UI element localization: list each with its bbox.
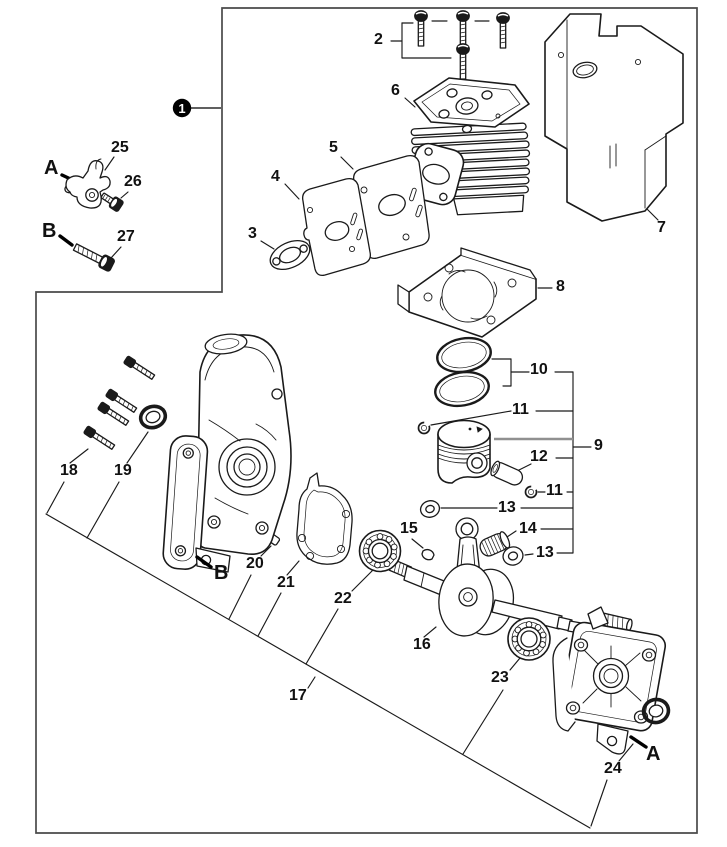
callout-14: 14 [519, 520, 537, 537]
callout-11-lower: 11 [546, 482, 563, 499]
part-27-bolt [60, 236, 121, 272]
callout-13-upper: 13 [498, 499, 516, 516]
part-8-plate [398, 248, 552, 337]
screw [457, 44, 470, 80]
callout-2: 2 [374, 31, 383, 48]
callout-9: 9 [594, 437, 603, 454]
callout-24: 24 [604, 760, 622, 777]
callout-6: 6 [391, 82, 400, 99]
view-label-a-bottom: A [646, 743, 661, 765]
screw [457, 11, 470, 47]
callout-23: 23 [491, 669, 509, 686]
callout-7: 7 [657, 219, 666, 236]
part-15-key [412, 539, 434, 560]
callout-11-upper: 11 [512, 401, 529, 418]
callout-22: 22 [334, 590, 352, 607]
part-3-gasket [261, 235, 314, 275]
view-label-b-bottom: B [214, 562, 229, 584]
callout-20: 20 [246, 555, 264, 572]
part-crankcase-half-inner [162, 332, 291, 572]
callout-27: 27 [117, 228, 135, 245]
part-13-washer-upper [419, 499, 573, 520]
callout-21: 21 [277, 574, 295, 591]
callout-18: 18 [60, 462, 78, 479]
callout-5: 5 [329, 139, 338, 156]
callout-19: 19 [114, 462, 132, 479]
view-label-b-top: B [42, 220, 57, 242]
screw [497, 13, 510, 49]
callout-3: 3 [248, 225, 257, 242]
ref-bubble-number: 1 [178, 101, 186, 116]
callout-25: 25 [111, 139, 129, 156]
callout-12: 12 [530, 448, 548, 465]
callout-4: 4 [271, 168, 280, 185]
part-22-bearing [352, 531, 401, 592]
callout-15: 15 [400, 520, 418, 537]
part-26-screw [99, 190, 128, 212]
view-label-a-top: A [44, 157, 59, 179]
screw [415, 11, 428, 47]
part-10-piston-rings [433, 334, 573, 410]
assembly-ref-bubble [173, 99, 221, 117]
part-2-screws [391, 11, 510, 80]
part-9-piston [438, 421, 490, 484]
part-7-heat-shield [545, 14, 683, 221]
part-21-gasket [287, 473, 352, 575]
callout-16: 16 [413, 636, 431, 653]
callout-26: 26 [124, 173, 142, 190]
callout-17: 17 [289, 687, 307, 704]
part-23-bearing [508, 618, 550, 670]
callout-10: 10 [530, 361, 548, 378]
callout-13-lower: 13 [536, 544, 554, 561]
callout-8: 8 [556, 278, 565, 295]
